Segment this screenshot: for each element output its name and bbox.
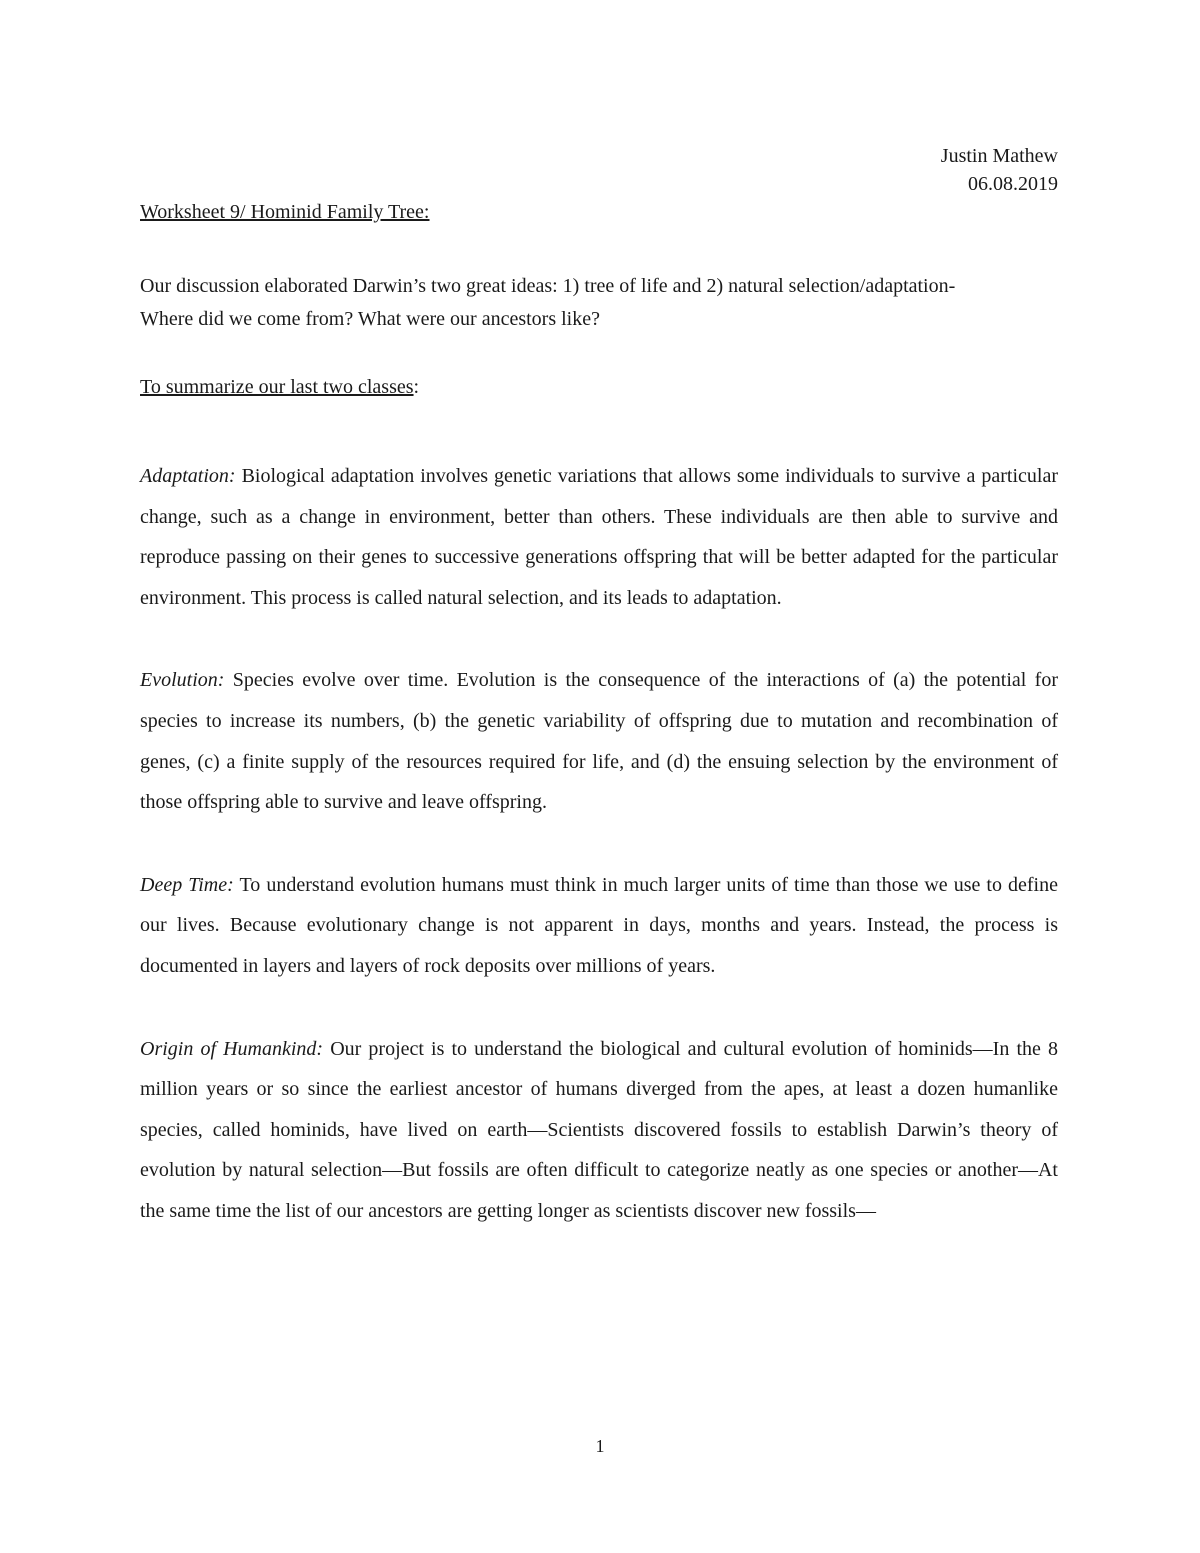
summary-heading-text: To summarize our last two classes: [140, 376, 414, 398]
worksheet-title: Worksheet 9/ Hominid Family Tree:: [140, 201, 430, 223]
intro-question: Where did we come from? What were our ancestors like?: [140, 308, 600, 330]
section-text: Biological adaptation involves genetic variations that allows some individuals to survive a particular change, such as a change in environment, better than others. These individuals are then able to survive and reproduce passing on their genes to successive generations offspring that will be better adapted for the particular environment. This process is called natural selection, and its leads to adaptation.: [140, 465, 1058, 609]
summary-heading: [140, 374, 1058, 400]
section-term: Evolution:: [140, 669, 225, 692]
page-number: 1: [595, 1436, 605, 1456]
section-term: Deep Time:: [140, 873, 234, 896]
intro-paragraph: Our discussion elaborated Darwin’s two great ideas: 1) tree of life and 2) natural selection/adaptation-: [140, 275, 956, 297]
section-text: Species evolve over time. Evolution is the consequence of the interactions of (a) the potential for species to increase its numbers, (b) the genetic variability of offspring due to mutation and recombination of genes, (c) a finite supply of the resources required for life, and (d) the ensuing selection by the environment of those offspring able to survive and leave offspring.: [140, 669, 1058, 814]
section-adaptation: [140, 456, 1058, 618]
document-date: 06.08.2019: [968, 173, 1058, 195]
document-body: [140, 198, 1058, 1232]
author-header: [941, 142, 1058, 198]
section-deep-time: [140, 865, 1058, 987]
section-text: To understand evolution humans must think in much larger units of time than those we use to define our lives. Because evolutionary change is not apparent in days, months and years. Instead, the process is documented in layers and layers of rock deposits over millions of years.: [140, 873, 1058, 977]
author-name: Justin Mathew: [940, 145, 1058, 167]
summary-heading-colon: :: [413, 376, 420, 398]
section-evolution: [140, 660, 1058, 822]
section-term: Adaptation:: [140, 465, 236, 487]
section-term: Origin of Humankind:: [140, 1037, 324, 1060]
section-text: Our project is to understand the biological and cultural evolution of hominids—In the 8 million years or so since the earliest ancestor of humans diverged from the apes, at least a dozen humanlike species, called hominids, have lived on earth—Scientists discovered fossils to establish Darwin’s theory of evolution by natural selection—But fossils are often difficult to categorize neatly as one species or another—At the same time the list of our ancestors are getting longer as scientists discover new fossils—: [140, 1037, 1058, 1222]
section-origin-of-humankind: [140, 1029, 1058, 1232]
